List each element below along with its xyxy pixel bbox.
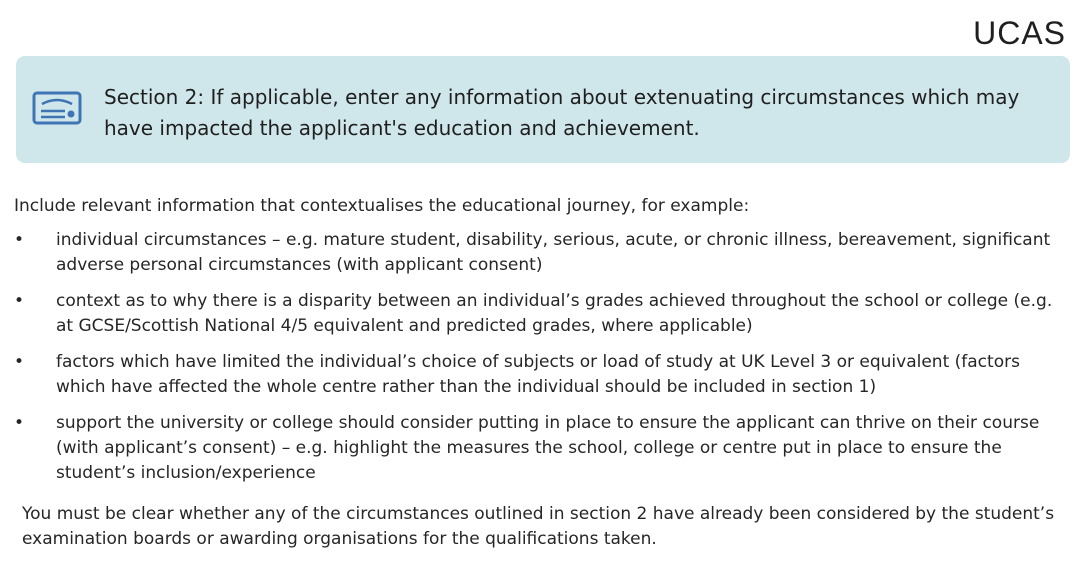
list-item <box>14 289 1070 339</box>
ucas-logo: UCAS <box>973 15 1066 51</box>
list-item-text: factors which have limited the individual’s choice of subjects or load of study at UK Level 3 or equivalent (factors which have affected the whole centre rather than the individual should be included in section 1) <box>56 352 1020 397</box>
section-heading: Section 2: If applicable, enter any information about extenuating circumstances which may have impacted the applicant's education and achievement. <box>104 85 1020 140</box>
bullet-icon: • <box>14 291 25 311</box>
document-card-icon <box>32 91 82 125</box>
list-item-text: individual circumstances – e.g. mature student, disability, serious, acute, or chronic illness, bereavement, significant adverse personal circumstances (with applicant consent) <box>56 230 1051 275</box>
intro-text: Include relevant information that contextualises the educational journey, for example: <box>14 196 750 216</box>
list-item-text: support the university or college should consider putting in place to ensure the applicant can thrive on their course (with applicant’s consent) – e.g. highlight the measures the school, college or centre put in place to ensure the student’s inclusion/experience <box>56 413 1040 483</box>
bullet-icon: • <box>14 352 25 372</box>
closing-note: You must be clear whether any of the circumstances outlined in section 2 have already been considered by the student’s examination boards or awarding organisations for the qualifications taken. <box>22 504 1055 549</box>
bullet-icon: • <box>14 413 25 433</box>
list-item <box>14 411 1070 486</box>
list-item <box>14 350 1070 400</box>
bullet-list <box>14 228 1070 497</box>
section-banner <box>16 56 1070 163</box>
list-item-text: context as to why there is a disparity between an individual’s grades achieved throughout the school or college (e.g. at GCSE/Scottish National 4/5 equivalent and predicted grades, where applicable) <box>56 291 1053 336</box>
bullet-icon: • <box>14 230 25 250</box>
list-item <box>14 228 1070 278</box>
